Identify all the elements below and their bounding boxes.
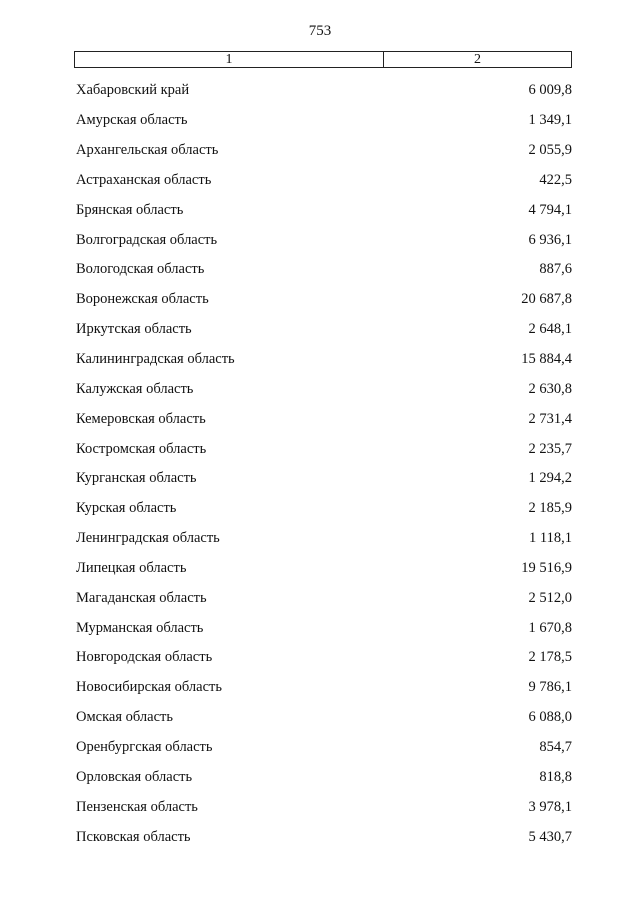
table-row xyxy=(74,166,572,196)
table-row xyxy=(74,225,572,255)
region-value: 1 294,2 xyxy=(528,470,572,487)
table-row xyxy=(74,524,572,554)
region-name: Мурманская область xyxy=(76,619,204,636)
region-name: Амурская область xyxy=(76,112,188,129)
table-column-header xyxy=(74,51,572,68)
region-name: Оренбургская область xyxy=(76,738,213,755)
table-row xyxy=(74,494,572,524)
region-name: Костромская область xyxy=(76,440,207,457)
table-row xyxy=(74,285,572,315)
region-value: 2 178,5 xyxy=(528,649,572,666)
region-name: Волгоградская область xyxy=(76,231,218,248)
table-row xyxy=(74,733,572,763)
table-row xyxy=(74,673,572,703)
column-number-2: 2 xyxy=(474,52,481,67)
table-row xyxy=(74,613,572,643)
region-name: Ленинградская область xyxy=(76,530,220,547)
region-value: 1 118,1 xyxy=(529,530,572,547)
table-row xyxy=(74,76,572,106)
region-value: 2 185,9 xyxy=(528,500,572,517)
table-row xyxy=(74,792,572,822)
region-value: 1 670,8 xyxy=(528,619,572,636)
region-name: Калининградская область xyxy=(76,351,235,368)
region-value: 19 516,9 xyxy=(521,559,572,576)
region-value: 2 731,4 xyxy=(528,410,572,427)
region-name: Вологодская область xyxy=(76,261,205,278)
table-row xyxy=(74,404,572,434)
table-row xyxy=(74,643,572,673)
region-name: Иркутская область xyxy=(76,321,192,338)
region-value: 6 009,8 xyxy=(528,82,572,99)
region-name: Псковская область xyxy=(76,828,191,845)
region-value: 422,5 xyxy=(539,171,572,188)
region-name: Хабаровский край xyxy=(76,82,190,99)
region-value: 2 055,9 xyxy=(528,142,572,159)
region-name: Астраханская область xyxy=(76,171,212,188)
region-name: Новгородская область xyxy=(76,649,213,666)
region-name: Омская область xyxy=(76,709,173,726)
table-row xyxy=(74,434,572,464)
region-name: Орловская область xyxy=(76,768,193,785)
table-row xyxy=(74,136,572,166)
region-name: Новосибирская область xyxy=(76,679,222,696)
region-value: 20 687,8 xyxy=(521,291,572,308)
table-row xyxy=(74,703,572,733)
region-name: Воронежская область xyxy=(76,291,209,308)
region-value: 9 786,1 xyxy=(528,679,572,696)
region-value: 1 349,1 xyxy=(528,112,572,129)
region-name: Калужская область xyxy=(76,380,194,397)
region-value: 887,6 xyxy=(539,261,572,278)
table-row xyxy=(74,583,572,613)
region-name: Липецкая область xyxy=(76,559,187,576)
region-value: 2 512,0 xyxy=(528,589,572,606)
page-number: 753 xyxy=(308,23,332,39)
region-value: 2 235,7 xyxy=(528,440,572,457)
region-value-table xyxy=(74,76,572,852)
region-value: 6 088,0 xyxy=(528,709,572,726)
column-number-1: 1 xyxy=(75,52,384,67)
region-value: 15 884,4 xyxy=(521,351,572,368)
table-row xyxy=(74,255,572,285)
table-row xyxy=(74,822,572,852)
region-value: 3 978,1 xyxy=(528,798,572,815)
table-row xyxy=(74,195,572,225)
region-value: 818,8 xyxy=(539,768,572,785)
region-name: Архангельская область xyxy=(76,142,219,159)
table-row xyxy=(74,374,572,404)
region-name: Курская область xyxy=(76,500,177,517)
table-row xyxy=(74,554,572,584)
region-value: 6 936,1 xyxy=(528,231,572,248)
table-row xyxy=(74,106,572,136)
region-value: 2 648,1 xyxy=(528,321,572,338)
table-row xyxy=(74,315,572,345)
region-value: 2 630,8 xyxy=(528,380,572,397)
region-name: Пензенская область xyxy=(76,798,198,815)
table-row xyxy=(74,345,572,375)
region-value: 4 794,1 xyxy=(528,201,572,218)
region-value: 5 430,7 xyxy=(528,828,572,845)
table-row xyxy=(74,464,572,494)
table-row xyxy=(74,762,572,792)
region-value: 854,7 xyxy=(539,738,572,755)
region-name: Магаданская область xyxy=(76,589,207,606)
region-name: Брянская область xyxy=(76,201,184,218)
region-name: Кемеровская область xyxy=(76,410,206,427)
region-name: Курганская область xyxy=(76,470,197,487)
